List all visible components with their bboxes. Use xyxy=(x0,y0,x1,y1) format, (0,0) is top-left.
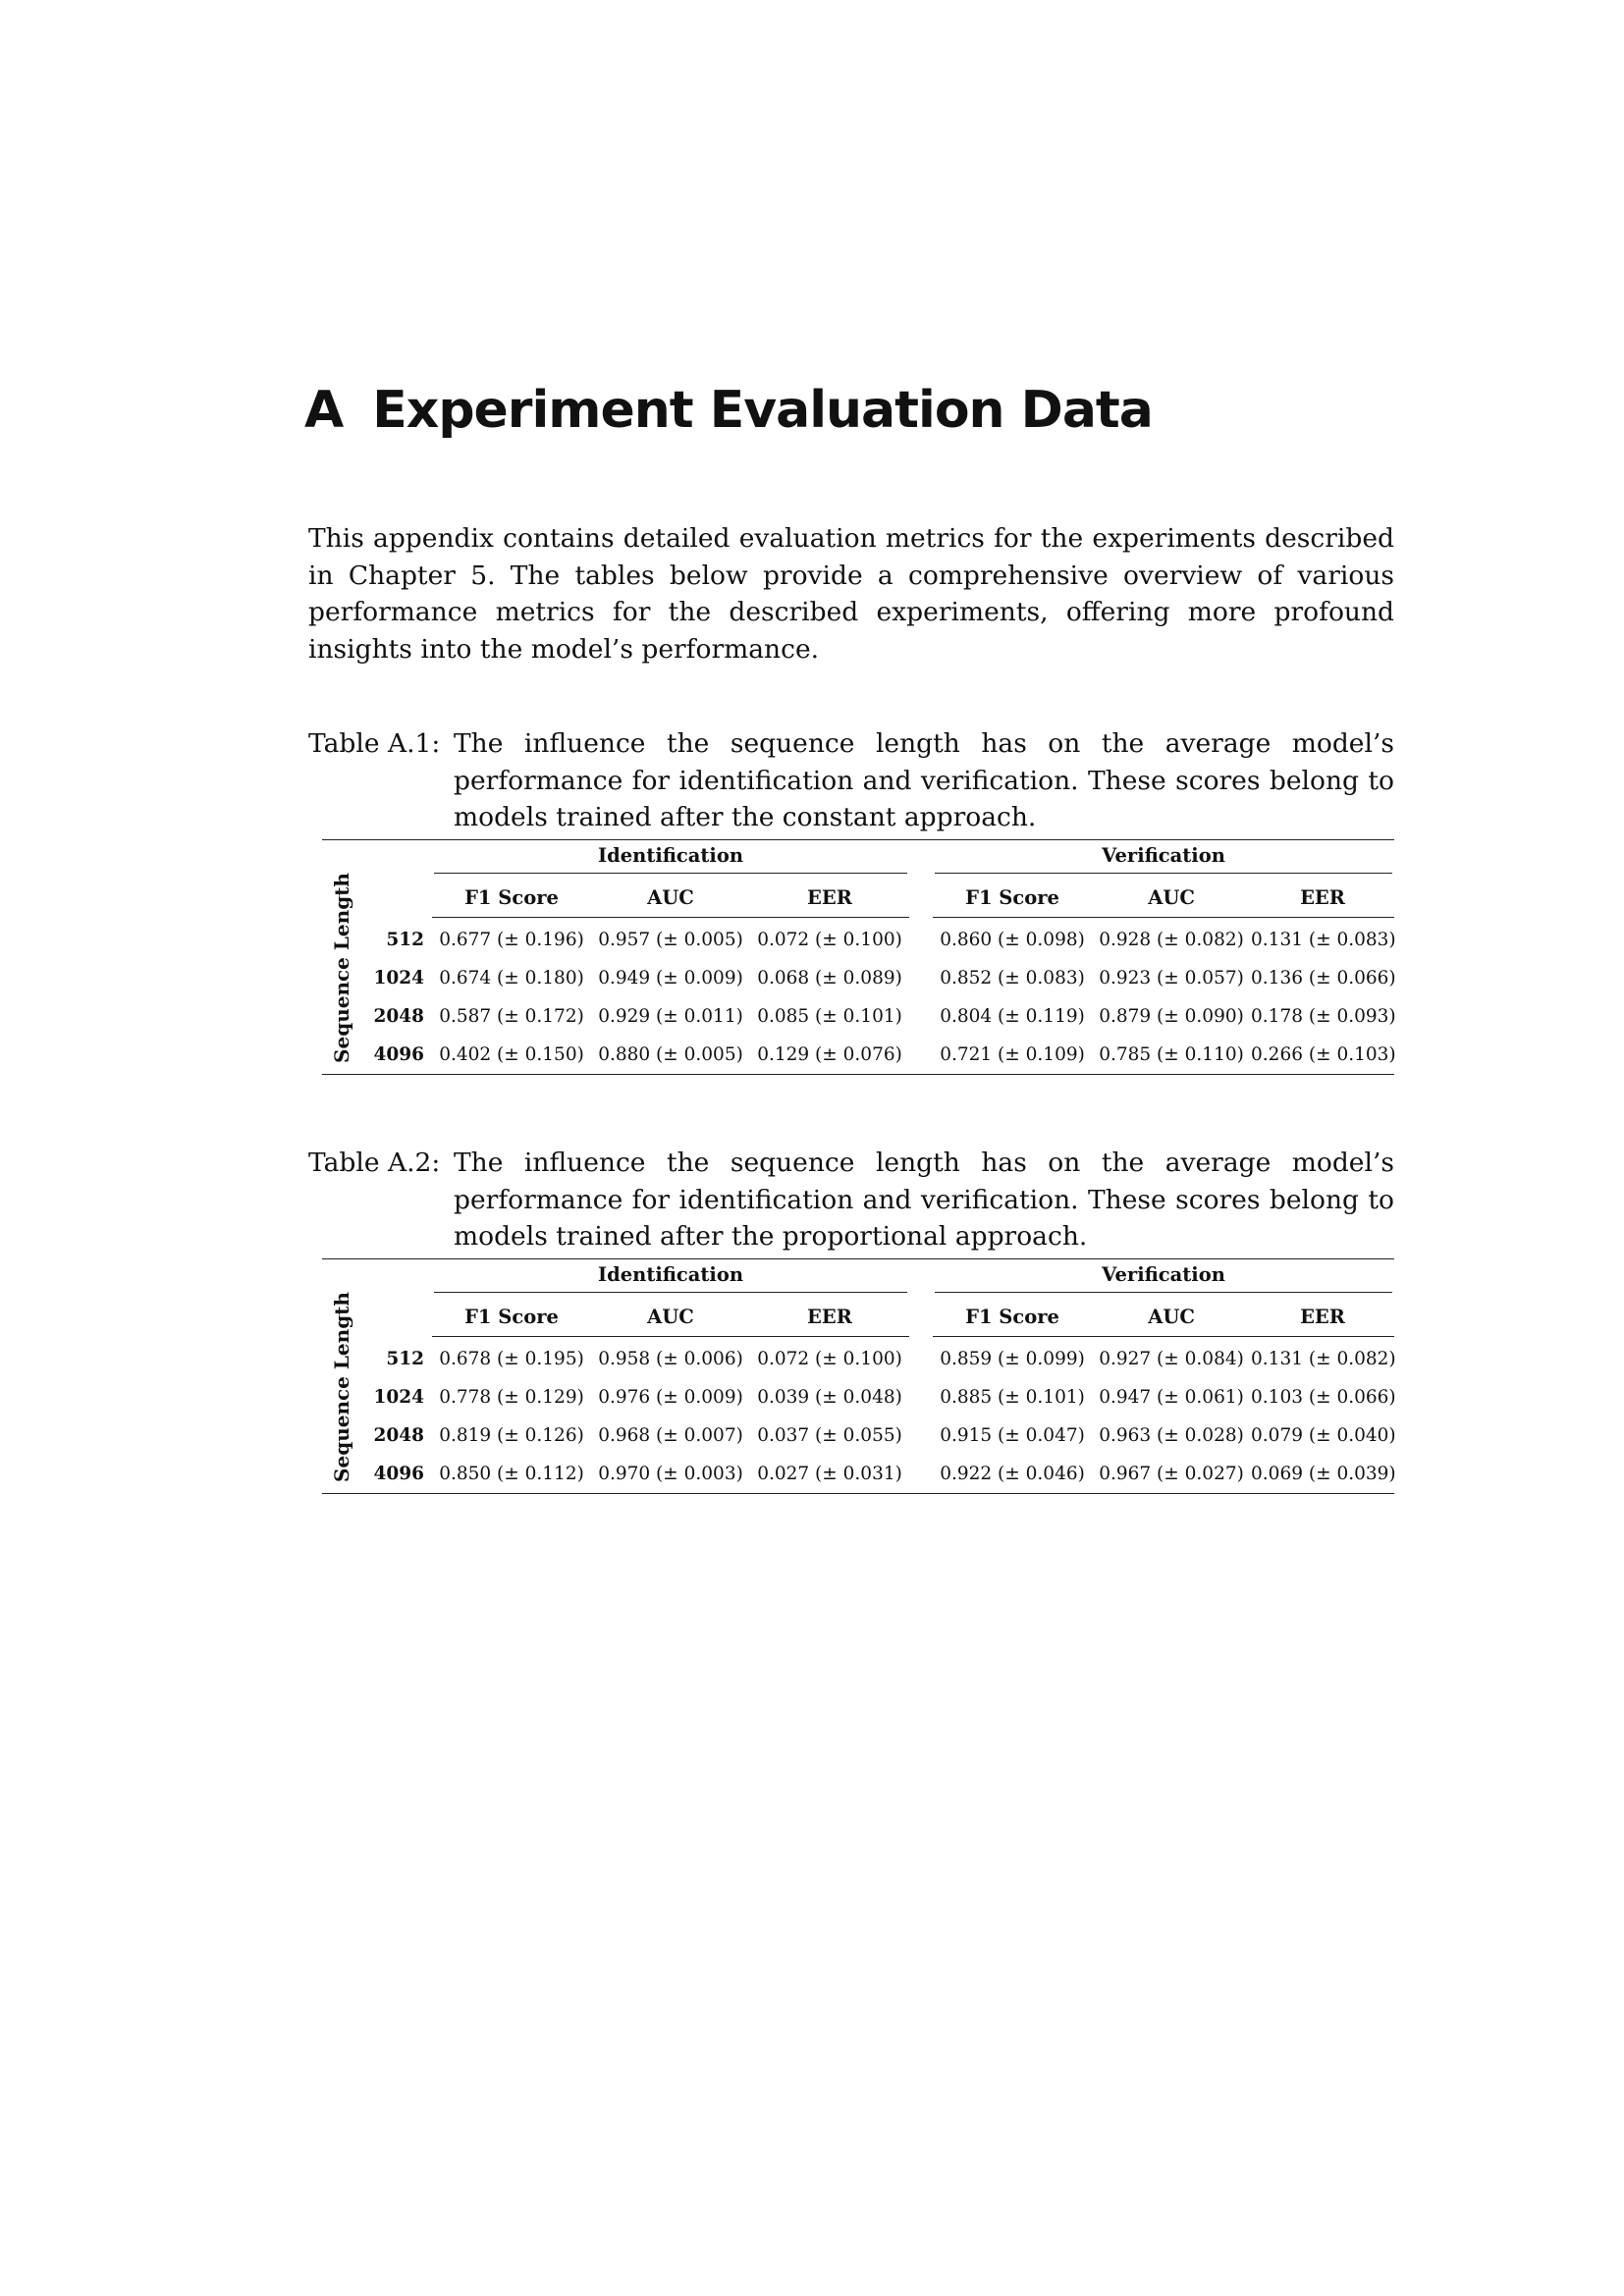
table-row xyxy=(322,1337,1394,1379)
metric-value-cell: 0.778 (± 0.129) xyxy=(439,1387,584,1408)
metric-value-cell: 0.929 (± 0.011) xyxy=(598,1006,743,1027)
table-row xyxy=(322,1455,1394,1494)
metric-value-cell: 0.085 (± 0.101) xyxy=(757,1006,902,1027)
metric-header: F1 Score xyxy=(933,1297,1092,1337)
group-header-identification xyxy=(432,1259,909,1298)
sequence-length-cell: 1024 xyxy=(373,1387,424,1408)
metric-value-cell: 0.131 (± 0.083) xyxy=(1251,930,1396,950)
metric-value-cell: 0.037 (± 0.055) xyxy=(757,1425,902,1446)
metric-value-cell: 0.677 (± 0.196) xyxy=(439,930,584,950)
metric-value-cell: 0.039 (± 0.048) xyxy=(757,1387,902,1408)
metric-value-cell: 0.880 (± 0.005) xyxy=(598,1044,743,1065)
metric-value-cell: 0.721 (± 0.109) xyxy=(940,1044,1085,1065)
metric-header: EER xyxy=(1251,1297,1394,1337)
sequence-length-cell: 2048 xyxy=(373,1425,424,1446)
metric-value-cell: 0.852 (± 0.083) xyxy=(940,968,1085,988)
metric-value-cell: 0.674 (± 0.180) xyxy=(439,968,584,988)
metric-value-cell: 0.885 (± 0.101) xyxy=(940,1387,1085,1408)
group-header-row xyxy=(322,1259,1394,1298)
row-axis-label-text: Sequence Length xyxy=(330,873,354,1063)
metric-value-cell: 0.922 (± 0.046) xyxy=(940,1464,1085,1484)
metric-header: EER xyxy=(750,878,909,918)
metric-value-cell: 0.850 (± 0.112) xyxy=(439,1464,584,1484)
sequence-length-cell: 1024 xyxy=(373,968,424,988)
metric-value-cell: 0.785 (± 0.110) xyxy=(1099,1044,1244,1065)
metric-value-cell: 0.587 (± 0.172) xyxy=(439,1006,584,1027)
metric-header: AUC xyxy=(1092,878,1251,918)
table-row xyxy=(322,997,1394,1036)
metric-header: AUC xyxy=(1092,1297,1251,1337)
metric-value-cell: 0.957 (± 0.005) xyxy=(598,930,743,950)
metric-value-cell: 0.923 (± 0.057) xyxy=(1099,968,1244,988)
metric-value-cell: 0.968 (± 0.007) xyxy=(598,1425,743,1446)
table-row xyxy=(322,1416,1394,1455)
metric-value-cell: 0.027 (± 0.031) xyxy=(757,1464,902,1484)
metric-value-cell: 0.967 (± 0.027) xyxy=(1099,1464,1244,1484)
metric-value-cell: 0.958 (± 0.006) xyxy=(598,1349,743,1369)
metric-header-row xyxy=(322,1297,1394,1337)
table-caption-text: The influence the sequence length has on the average model’s performance for identification and verification. These scores belong to models trained after the constant approach. xyxy=(454,728,1394,832)
metric-header: EER xyxy=(750,1297,909,1337)
group-header-identification xyxy=(432,840,909,879)
metric-value-cell: 0.402 (± 0.150) xyxy=(439,1044,584,1065)
metric-value-cell: 0.804 (± 0.119) xyxy=(940,1006,1085,1027)
metric-value-cell: 0.976 (± 0.009) xyxy=(598,1387,743,1408)
appendix-number: A xyxy=(304,381,344,440)
metric-value-cell: 0.136 (± 0.066) xyxy=(1251,968,1396,988)
group-header-verification xyxy=(933,1259,1394,1298)
group-header-label: Verification xyxy=(935,1263,1392,1293)
table-caption-text: The influence the sequence length has on the average model’s performance for identification and verification. These scores belong to models trained after the proportional approach. xyxy=(454,1148,1394,1252)
table-label: Table A.1: xyxy=(308,728,441,759)
group-header-label: Identification xyxy=(434,1263,907,1293)
intro-paragraph: This appendix contains detailed evaluation metrics for the experiments described in Chapter 5. The tables below provide a comprehensive overview of various performance metrics for the described experiments, offering more profound insights into the model’s performance. xyxy=(308,523,1394,665)
metric-value-cell: 0.947 (± 0.061) xyxy=(1099,1387,1244,1408)
metric-value-cell: 0.131 (± 0.082) xyxy=(1251,1349,1396,1369)
table-caption xyxy=(308,725,1394,836)
row-axis-label-text: Sequence Length xyxy=(330,1292,354,1482)
appendix-heading xyxy=(304,381,1153,440)
group-header-label: Verification xyxy=(935,844,1392,874)
metric-value-cell: 0.928 (± 0.082) xyxy=(1099,930,1244,950)
metric-header-row xyxy=(322,878,1394,918)
metric-value-cell: 0.970 (± 0.003) xyxy=(598,1464,743,1484)
sequence-length-cell: 2048 xyxy=(373,1006,424,1027)
metric-value-cell: 0.915 (± 0.047) xyxy=(940,1425,1085,1446)
sequence-length-cell: 512 xyxy=(386,929,424,950)
sequence-length-cell: 512 xyxy=(386,1348,424,1369)
metric-value-cell: 0.103 (± 0.066) xyxy=(1251,1387,1396,1408)
results-table xyxy=(322,1258,1394,1494)
row-axis-label xyxy=(322,1292,361,1482)
metric-header: AUC xyxy=(591,1297,750,1337)
metric-value-cell: 0.860 (± 0.098) xyxy=(940,930,1085,950)
results-table-block xyxy=(322,839,1394,1075)
table-row xyxy=(322,1378,1394,1416)
table-row xyxy=(322,1036,1394,1075)
metric-value-cell: 0.072 (± 0.100) xyxy=(757,930,902,950)
table-row xyxy=(322,959,1394,997)
metric-value-cell: 0.068 (± 0.089) xyxy=(757,968,902,988)
metric-value-cell: 0.266 (± 0.103) xyxy=(1251,1044,1396,1065)
group-header-verification xyxy=(933,840,1394,879)
metric-value-cell: 0.819 (± 0.126) xyxy=(439,1425,584,1446)
metric-header: F1 Score xyxy=(432,878,591,918)
sequence-length-cell: 4096 xyxy=(373,1044,424,1065)
metric-value-cell: 0.079 (± 0.040) xyxy=(1251,1425,1396,1446)
group-header-label: Identification xyxy=(434,844,907,874)
appendix-title: Experiment Evaluation Data xyxy=(372,381,1153,440)
metric-value-cell: 0.859 (± 0.099) xyxy=(940,1349,1085,1369)
table-label: Table A.2: xyxy=(308,1148,441,1178)
group-header-row xyxy=(322,840,1394,879)
metric-value-cell: 0.069 (± 0.039) xyxy=(1251,1464,1396,1484)
row-axis-label xyxy=(322,873,361,1063)
metric-value-cell: 0.927 (± 0.084) xyxy=(1099,1349,1244,1369)
metric-value-cell: 0.129 (± 0.076) xyxy=(757,1044,902,1065)
metric-value-cell: 0.178 (± 0.093) xyxy=(1251,1006,1396,1027)
metric-value-cell: 0.949 (± 0.009) xyxy=(598,968,743,988)
results-table xyxy=(322,839,1394,1075)
metric-header: EER xyxy=(1251,878,1394,918)
metric-value-cell: 0.963 (± 0.028) xyxy=(1099,1425,1244,1446)
sequence-length-cell: 4096 xyxy=(373,1464,424,1484)
metric-value-cell: 0.072 (± 0.100) xyxy=(757,1349,902,1369)
metric-value-cell: 0.678 (± 0.195) xyxy=(439,1349,584,1369)
metric-header: AUC xyxy=(591,878,750,918)
metric-value-cell: 0.879 (± 0.090) xyxy=(1099,1006,1244,1027)
table-caption xyxy=(308,1145,1394,1255)
metric-header: F1 Score xyxy=(933,878,1092,918)
metric-header: F1 Score xyxy=(432,1297,591,1337)
table-row xyxy=(322,918,1394,960)
results-table-block xyxy=(322,1258,1394,1494)
